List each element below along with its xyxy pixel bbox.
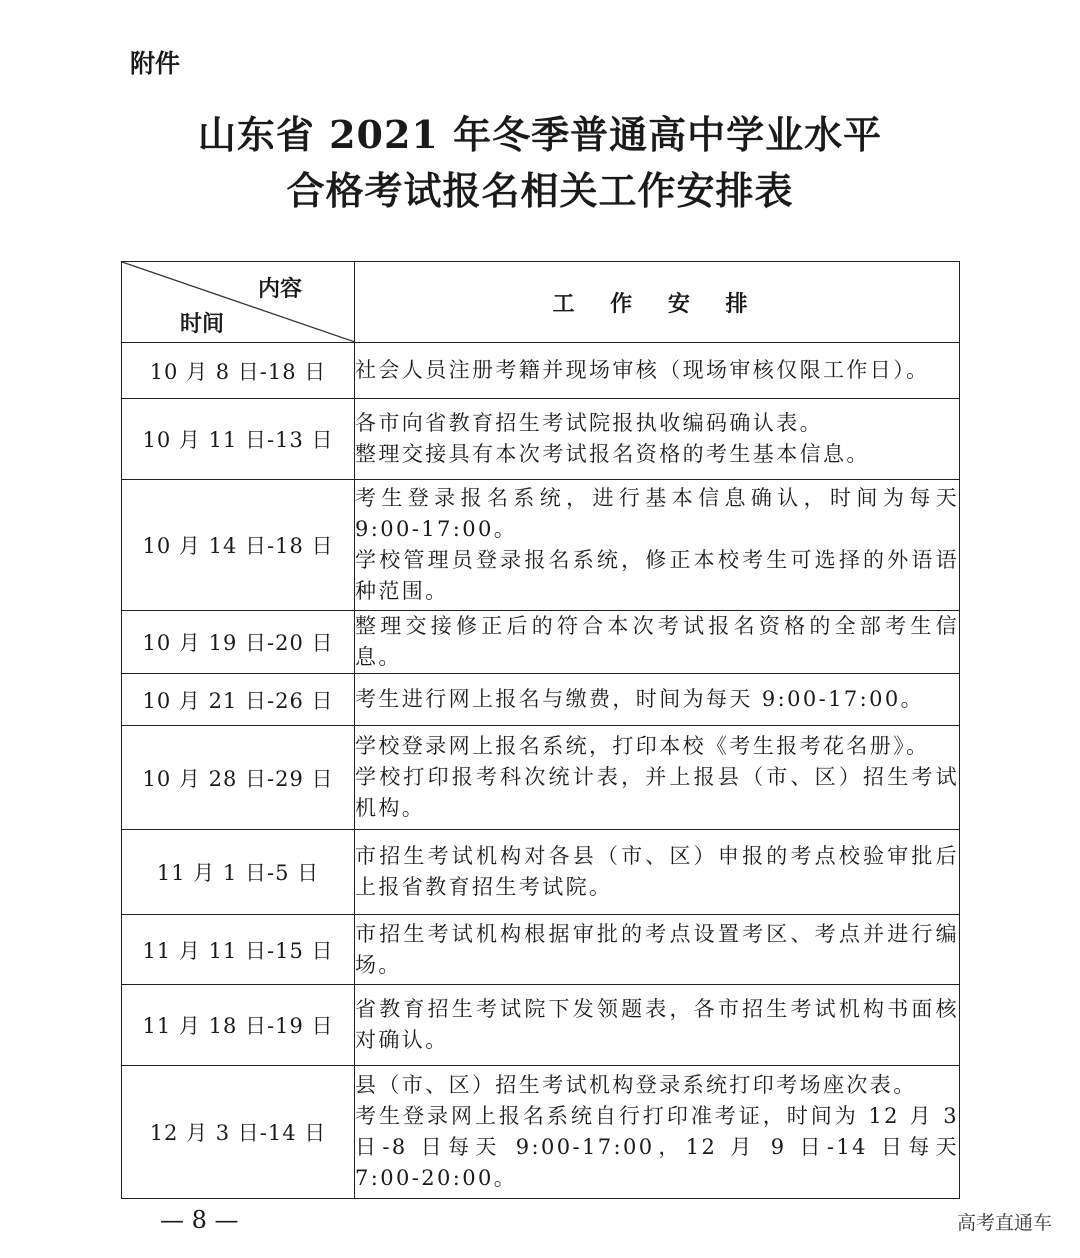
table-header-row (122, 262, 960, 343)
row-work-cell (355, 480, 960, 611)
work-item-text: 社会人员注册考籍并现场审核（现场审核仅限工作日）。 (355, 358, 930, 382)
work-item-text: 学校管理员登录报名系统，修正本校考生可选择的外语语种范围。 (355, 548, 959, 603)
row-work-cell (355, 674, 960, 726)
watermark-text: 高考直通车 (956, 1212, 1052, 1234)
table-row (122, 399, 960, 480)
row-work-cell (355, 985, 960, 1066)
row-time-cell: 10 月 11 日-13 日 (122, 399, 355, 480)
row-work-cell (355, 1066, 960, 1199)
row-time-cell: 11 月 1 日-5 日 (122, 830, 355, 915)
row-time-cell: 10 月 19 日-20 日 (122, 611, 355, 674)
row-work-cell (355, 915, 960, 985)
table-row (122, 1066, 960, 1199)
table-row (122, 674, 960, 726)
row-time-cell: 11 月 11 日-15 日 (122, 915, 355, 985)
work-item-text: 县（市、区）招生考试机构登录系统打印考场座次表。 (355, 1073, 917, 1097)
document-title-line-1: 山东省 2021 年冬季普通高中学业水平 (197, 112, 883, 157)
work-item-text: 考生进行网上报名与缴费，时间为每天 9:00-17:00。 (355, 687, 925, 711)
table-row (122, 480, 960, 611)
table-row (122, 985, 960, 1066)
work-item-text: 考生登录报名系统，进行基本信息确认，时间为每天 9:00-17:00。 (355, 486, 959, 541)
row-work-cell (355, 611, 960, 674)
page-number: — 8 — (160, 1206, 239, 1234)
table-row (122, 343, 960, 399)
header-work-label: 工 作 安 排 (355, 262, 960, 343)
work-item-text: 各市向省教育招生考试院报执收编码确认表。 (355, 411, 823, 435)
work-item-text: 学校打印报考科次统计表，并上报县（市、区）招生考试机构。 (355, 765, 959, 820)
table-row (122, 830, 960, 915)
work-item-text: 整理交接修正后的符合本次考试报名资格的全部考生信息。 (355, 614, 959, 669)
table-row (122, 915, 960, 985)
row-work-cell (355, 830, 960, 915)
work-item-text: 考生登录网上报名系统自行打印准考证，时间为 12 月 3 日-8 日每天 9:00-17:00，12 月 9 日-14 日每天 7:00-20:00。 (355, 1104, 959, 1190)
row-work-cell (355, 399, 960, 480)
row-work-cell (355, 726, 960, 830)
work-item-text: 学校登录网上报名系统，打印本校《考生报考花名册》。 (355, 734, 930, 758)
work-item-text: 市招生考试机构根据审批的考点设置考区、考点并进行编场。 (355, 921, 959, 977)
row-time-cell: 11 月 18 日-19 日 (122, 985, 355, 1066)
work-item-text: 整理交接具有本次考试报名资格的考生基本信息。 (355, 442, 870, 466)
row-work-cell (355, 343, 960, 399)
header-diagonal-line (122, 262, 355, 342)
row-time-cell: 10 月 21 日-26 日 (122, 674, 355, 726)
row-time-cell: 10 月 28 日-29 日 (122, 726, 355, 830)
header-diagonal-cell (122, 262, 355, 343)
work-item-text: 市招生考试机构对各县（市、区）申报的考点校验审批后上报省教育招生考试院。 (355, 844, 959, 899)
document-title-line-2: 合格考试报名相关工作安排表 (286, 168, 794, 213)
schedule-table (121, 261, 960, 1199)
header-time-label: 时间 (180, 311, 225, 337)
row-time-cell: 10 月 14 日-18 日 (122, 480, 355, 611)
header-content-label: 内容 (257, 276, 302, 302)
table-row (122, 726, 960, 830)
row-time-cell: 10 月 8 日-18 日 (122, 343, 355, 399)
work-item-text: 省教育招生考试院下发领题表，各市招生考试机构书面核对确认。 (355, 997, 959, 1052)
row-time-cell: 12 月 3 日-14 日 (122, 1066, 355, 1199)
table-row (122, 611, 960, 674)
attachment-label: 附件 (130, 49, 181, 78)
